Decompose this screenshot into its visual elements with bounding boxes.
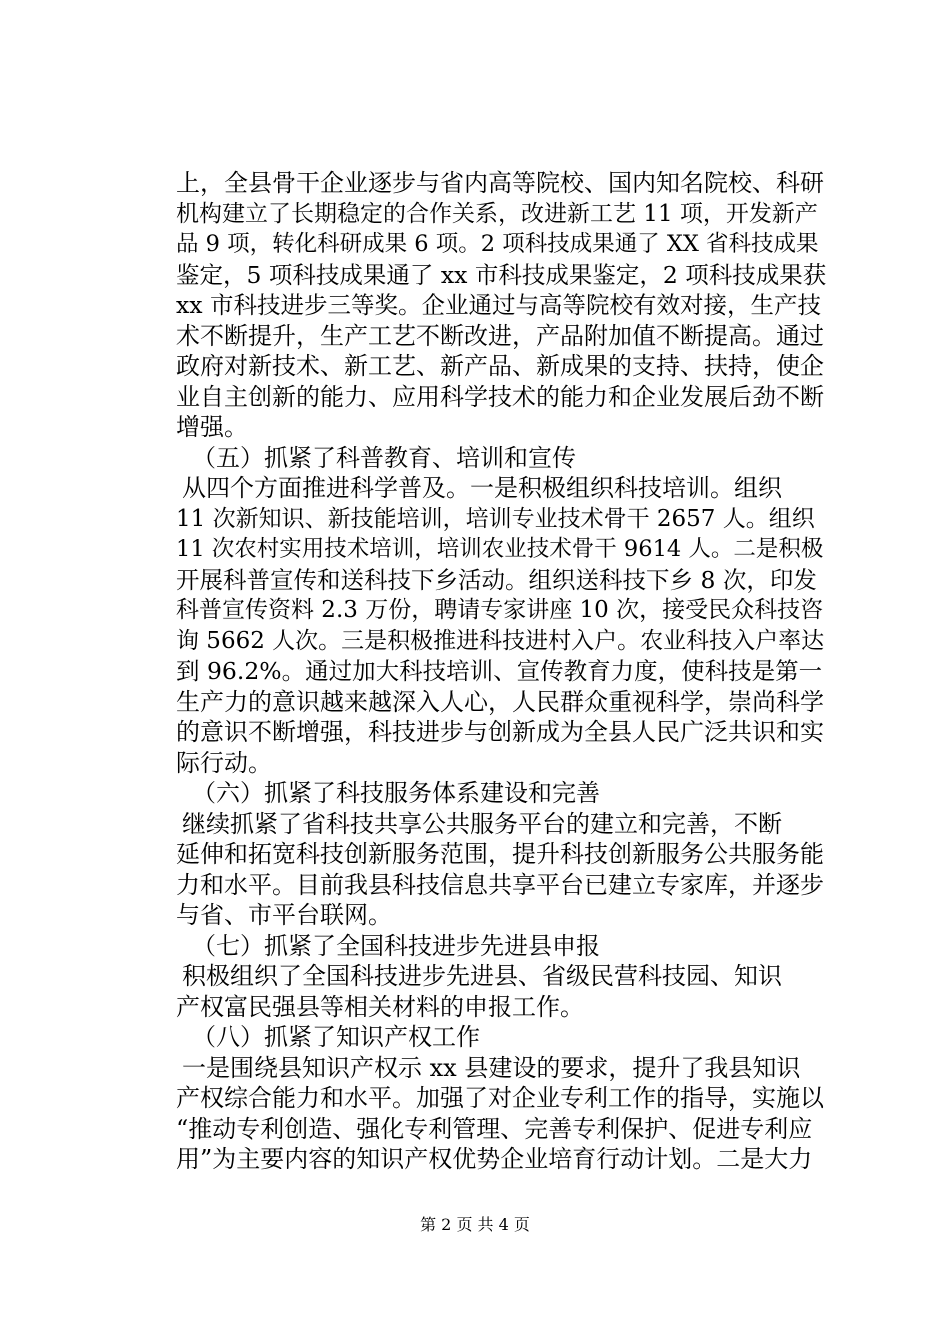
text-line: 业自主创新的能力、应用科学技术的能力和企业发展后劲不断	[176, 382, 824, 411]
text-line: 11 次新知识、新技能培训，培训专业技术骨干 2657 人。组织	[176, 505, 815, 532]
text-line: 增强。	[176, 413, 248, 441]
text-line: 鉴定，5 项科技成果通了 xx 市科技成果鉴定，2 项科技成果获	[176, 260, 826, 289]
text-line: 开展科普宣传和送科技下乡活动。组织送科技下乡 8 次，印发	[176, 565, 817, 594]
text-line: 一是围绕县知识产权示 xx 县建设的要求，提升了我县知识	[182, 1053, 801, 1082]
page-number-footer: 第 2 页 共 4 页	[420, 1215, 530, 1234]
text-line: 延伸和拓宽科技创新服务范围，提升科技创新服务公共服务能	[176, 840, 824, 868]
text-line: 产权富民强县等相关材料的申报工作。	[176, 992, 584, 1021]
text-line: 的意识不断增强，科技进步与创新成为全县人民广泛共识和实	[176, 718, 824, 746]
section-heading: （七）抓紧了全国科技进步先进县申报	[192, 931, 600, 960]
section-heading: （六）抓紧了科技服务体系建设和完善	[192, 779, 600, 807]
text-line: 从四个方面推进科学普及。一是积极组织科技培训。组织	[182, 474, 782, 502]
text-line: 上，全县骨干企业逐步与省内高等院校、国内知名院校、科研	[176, 169, 824, 197]
text-line: 术不断提升，生产工艺不断改进，产品附加值不断提高。通过	[176, 321, 824, 350]
text-line: 品 9 项，转化科研成果 6 项。2 项科技成果通了 XX 省科技成果	[176, 231, 819, 257]
text-line: xx 市科技进步三等奖。企业通过与高等院校有效对接，生产技	[176, 291, 821, 319]
section-heading: （八）抓紧了知识产权工作	[192, 1023, 480, 1051]
text-line: “推动专利创造、强化专利管理、完善专利保护、促进专利应	[176, 1114, 813, 1143]
text-line: 际行动。	[176, 748, 272, 777]
text-line: 11 次农村实用技术培训，培训农业技术骨干 9614 人。二是积极	[176, 536, 824, 562]
text-line: 政府对新技术、新工艺、新产品、新成果的支持、扶持，使企	[176, 352, 824, 380]
section-heading: （五）抓紧了科普教育、培训和宣传	[192, 443, 576, 472]
text-line: 询 5662 人次。三是积极推进科技进村入户。农业科技入户率达	[176, 627, 825, 654]
text-line: 用”为主要内容的知识产权优势企业培育行动计划。二是大力	[176, 1145, 813, 1173]
text-line: 科普宣传资料 2.3 万份，聘请专家讲座 10 次，接受民众科技咨	[176, 597, 824, 623]
text-line: 力和水平。目前我县科技信息共享平台已建立专家库，并逐步	[176, 870, 824, 899]
text-line: 继续抓紧了省科技共享公共服务平台的建立和完善，不断	[182, 809, 782, 838]
text-line: 生产力的意识越来越深入人心，人民群众重视科学，崇尚科学	[176, 687, 824, 716]
text-line: 积极组织了全国科技进步先进县、省级民营科技园、知识	[182, 962, 782, 990]
text-line: 到 96.2%。通过加大科技培训、宣传教育力度，使科技是第一	[176, 657, 823, 685]
text-line: 机构建立了长期稳定的合作关系，改进新工艺 11 项，开发新产	[176, 200, 818, 227]
text-line: 产权综合能力和水平。加强了对企业专利工作的指导，实施以	[176, 1084, 824, 1112]
text-line: 与省、市平台联网。	[176, 901, 392, 929]
